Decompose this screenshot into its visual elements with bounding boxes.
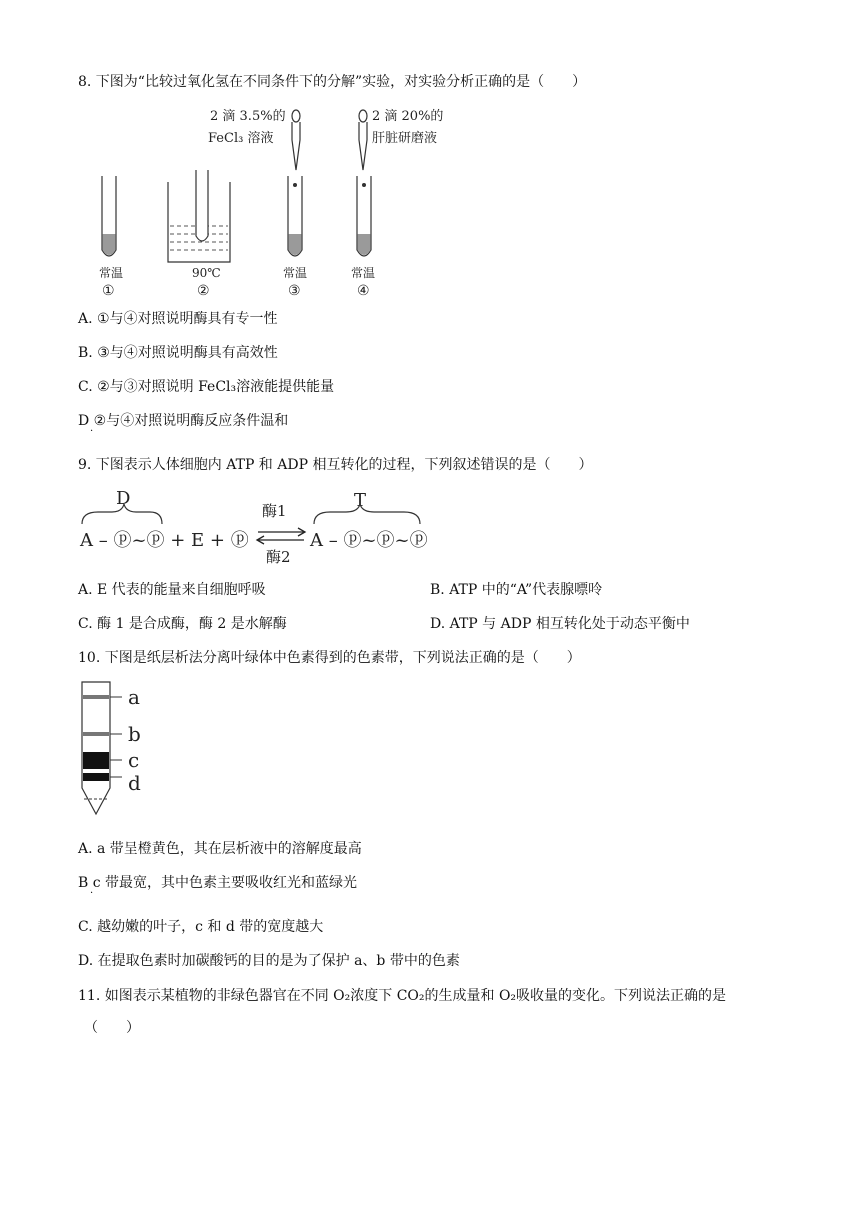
enzyme-2-label: 酶2 [266, 548, 291, 566]
q9-option-a: A. E 代表的能量来自细胞呼吸 [78, 582, 266, 598]
band-label-c: c [128, 748, 140, 772]
dropper-icon-4 [359, 110, 367, 170]
q11-answer-blank: （ ） [84, 1020, 140, 1036]
pigment-band-b [83, 732, 109, 736]
tube4-number: ④ [357, 283, 370, 299]
reagent4-label-line2: 肝脏研磨液 [372, 131, 438, 146]
q10-option-d: D. 在提取色素时加碳酸钙的目的是为了保护 a、b 带中的色素 [78, 953, 460, 969]
q8-option-b: B. ③与④对照说明酶具有高效性 [78, 345, 278, 361]
pigment-band-d [83, 773, 109, 781]
q9-option-b: B. ATP 中的“A”代表腺嘌呤 [430, 582, 603, 598]
beaker-with-tube-2 [168, 170, 230, 262]
test-tube-4 [357, 176, 371, 256]
reagent3-label-line1: 2 滴 3.5%的 [210, 109, 286, 124]
reagent4-label-line1: 2 滴 20%的 [372, 109, 444, 124]
q10-option-c: C. 越幼嫩的叶子，c 和 d 带的宽度越大 [78, 919, 324, 935]
q8-option-a: A. ①与④对照说明酶具有专一性 [78, 311, 278, 327]
q10-chromatogram-figure [78, 678, 168, 820]
q10-option-a: A. a 带呈橙黄色，其在层析液中的溶解度最高 [78, 841, 362, 857]
reagent3-label-line2: FeCl₃ 溶液 [208, 131, 274, 146]
tube3-number: ③ [288, 283, 301, 299]
brace-t [314, 504, 420, 524]
q10-stem: 10. 下图是纸层析法分离叶绿体中色素得到的色素带，下列说法正确的是（ ） [78, 650, 581, 666]
atp-side: A – ⓟ~ⓟ~ⓟ [310, 530, 428, 551]
band-label-b: b [128, 722, 141, 746]
q8-stem: 8. 下图为“比较过氧化氢在不同条件下的分解”实验，对实验分析正确的是（ ） [78, 74, 587, 90]
q8-option-c: C. ②与③对照说明 FeCl₃溶液能提供能量 [78, 379, 335, 395]
q9-atp-adp-diagram [78, 484, 458, 572]
tube1-number: ① [102, 283, 115, 299]
q9-stem: 9. 下图表示人体细胞内 ATP 和 ADP 相互转化的过程，下列叙述错误的是（ ） [78, 457, 593, 473]
adp-side: A – ⓟ~ⓟ + E + ⓟ [80, 530, 249, 551]
pigment-band-c [83, 752, 109, 769]
q8-option-d: D ②与④对照说明酶反应条件温和 [78, 413, 289, 429]
q11-stem: 11. 如图表示某植物的非绿色器官在不同 O₂浓度下 CO₂的生成量和 O₂吸收量的变化。下列说法正确的是 [78, 988, 727, 1004]
dropper-icon-3 [292, 110, 300, 170]
tube4-condition: 常温 [351, 266, 376, 280]
band-label-d: d [128, 771, 141, 795]
pigment-band-a [83, 695, 109, 699]
enzyme-1-label: 酶1 [262, 502, 287, 520]
q9-option-c: C. 酶 1 是合成酶，酶 2 是水解酶 [78, 616, 287, 632]
q9-option-d: D. ATP 与 ADP 相互转化处于动态平衡中 [430, 616, 690, 632]
tube2-condition: 90℃ [192, 266, 221, 280]
q10-option-b: B c 带最宽，其中色素主要吸收红光和蓝绿光 [78, 875, 358, 891]
test-tube-3 [288, 176, 302, 256]
emphasis-dot: · [90, 426, 94, 437]
band-label-a: a [128, 685, 140, 709]
label-t: T [354, 490, 367, 511]
emphasis-dot: · [90, 888, 94, 899]
test-tube-1 [102, 176, 116, 256]
q8-figure [80, 100, 480, 300]
tube2-number: ② [197, 283, 210, 299]
tube3-condition: 常温 [283, 266, 308, 280]
label-d: D [116, 488, 131, 509]
tube1-condition: 常温 [99, 266, 124, 280]
